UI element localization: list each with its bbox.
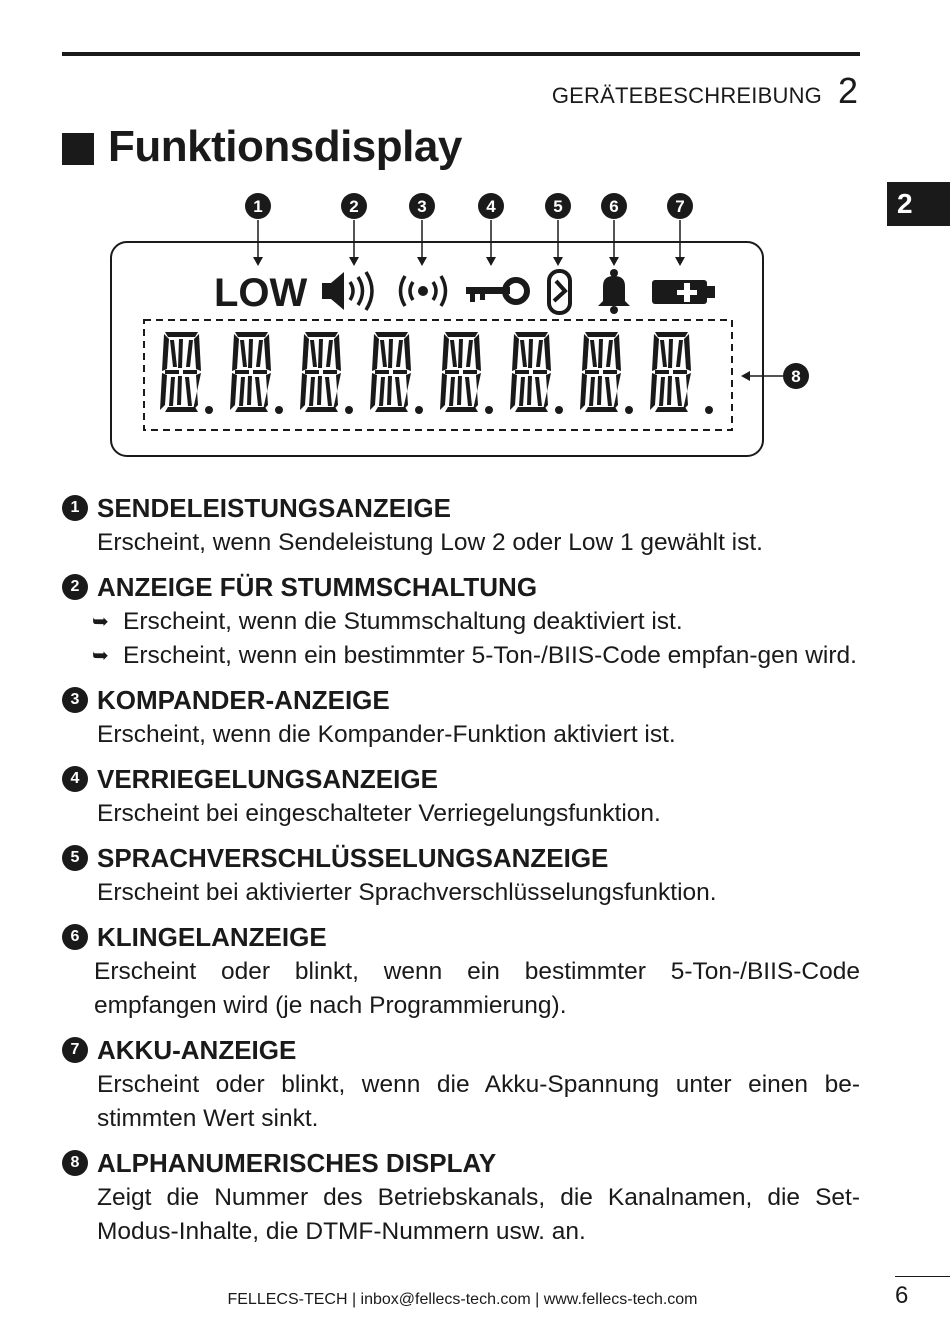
number-badge: 5 [62,845,88,871]
list-item [62,1032,860,1136]
list-item [62,682,860,752]
description-list [62,490,860,1258]
segment-digit-4 [370,332,423,414]
list-item [62,761,860,831]
item-heading [62,919,860,955]
callout-3 [409,193,435,266]
item-title: ANZEIGE FÜR STUMMSCHALTUNG [97,571,538,602]
item-title: ALPHANUMERISCHES DISPLAY [97,1147,497,1178]
callout-2 [341,193,367,266]
footer-rule [895,1276,950,1277]
callout-8 [741,363,809,389]
item-heading [62,761,860,797]
svg-text:6: 6 [609,197,619,216]
item-heading [62,1032,860,1068]
list-item [62,490,860,560]
number-badge: 8 [62,1150,88,1176]
section-title-text: Funktionsdisplay [108,122,462,171]
item-title: SENDELEISTUNGSANZEIGE [97,492,451,523]
list-item [62,1145,860,1249]
segment-display [160,332,713,414]
number-badge: 4 [62,766,88,792]
segment-digit-8 [650,332,713,414]
low-indicator: LOW [214,271,308,315]
callout-6 [601,193,627,266]
item-bullets [92,605,860,673]
scrambler-icon [549,271,570,313]
svg-text:4: 4 [486,197,496,216]
lcd-frame [111,242,763,456]
item-title: KLINGELANZEIGE [97,921,327,952]
item-title: VERRIEGELUNGSANZEIGE [97,763,438,794]
callout-5 [545,193,571,266]
item-title: AKKU-ANZEIGE [97,1034,297,1065]
bullet-item [92,639,860,673]
svg-text:7: 7 [675,197,685,216]
item-heading [62,682,860,718]
segment-digit-5 [440,332,493,414]
number-badge: 1 [62,495,88,521]
item-text: Erscheint oder blinkt, wenn die Akku-Spannung unter einen be-stimmten Wert sinkt. [97,1071,860,1132]
segment-digit-6 [510,332,563,414]
item-title: SPRACHVERSCHLÜSSELUNGSANZEIGE [97,842,609,873]
item-text: Erscheint oder blinkt, wenn ein bestimmter 5-Ton-/BIIS-Code empfangen wird (je nach Programmierung). [94,958,860,1019]
display-diagram [0,0,950,480]
svg-text:2: 2 [349,197,359,216]
side-tab: 2 [887,182,950,226]
bell-icon [598,269,630,314]
bullet-text: Erscheint, wenn ein bestimmter 5-Ton-/BIIS-Code empfan-gen wird. [123,642,857,669]
callout-1 [245,193,271,266]
number-badge: 6 [62,924,88,950]
callout-7 [667,193,693,266]
list-item [62,840,860,910]
item-title: KOMPANDER-ANZEIGE [97,684,390,715]
number-badge: 3 [62,687,88,713]
item-heading [62,840,860,876]
segment-digit-3 [300,332,353,414]
chapter-title: GERÄTEBESCHREIBUNG [551,83,822,108]
callout-4 [478,193,504,266]
svg-text:8: 8 [791,367,801,386]
bullet-text: Erscheint, wenn die Stummschaltung deaktiviert ist. [123,608,683,635]
item-text: Zeigt die Nummer des Betriebskanals, die Kanalnamen, die Set-Modus-Inhalte, die DTMF-Nummern usw. an. [97,1184,860,1245]
page-number: 6 [895,1282,909,1309]
item-heading [62,569,860,605]
list-item [62,919,860,1023]
svg-text:3: 3 [417,197,427,216]
svg-text:1: 1 [253,197,263,216]
item-text: Erscheint bei eingeschalteter Verriegelungsfunktion. [97,800,661,827]
arrow-bullet-icon: ➥ [92,611,109,633]
compander-icon [401,276,446,306]
item-heading [62,490,860,526]
segment-digit-1 [160,332,213,414]
bullet-item [92,605,860,639]
chapter-number: 2 [837,70,858,111]
svg-text:5: 5 [553,197,563,216]
item-text: Erscheint, wenn die Kompander-Funktion aktiviert ist. [97,721,676,748]
item-heading [62,1145,860,1181]
number-badge: 7 [62,1037,88,1063]
item-text: Erscheint bei aktivierter Sprachverschlüsselungsfunktion. [97,879,717,906]
key-icon [466,280,527,302]
item-text: Erscheint, wenn Sendeleistung Low 2 oder Low 1 gewählt ist. [97,529,763,556]
speaker-icon [322,272,372,310]
footer-contact: FELLECS-TECH | inbox@fellecs-tech.com | www.fellecs-tech.com [227,1291,698,1308]
segment-digit-2 [230,332,283,414]
list-item [62,569,860,673]
battery-icon [652,280,715,304]
number-badge: 2 [62,574,88,600]
arrow-bullet-icon: ➥ [92,645,109,667]
segment-digit-7 [580,332,633,414]
